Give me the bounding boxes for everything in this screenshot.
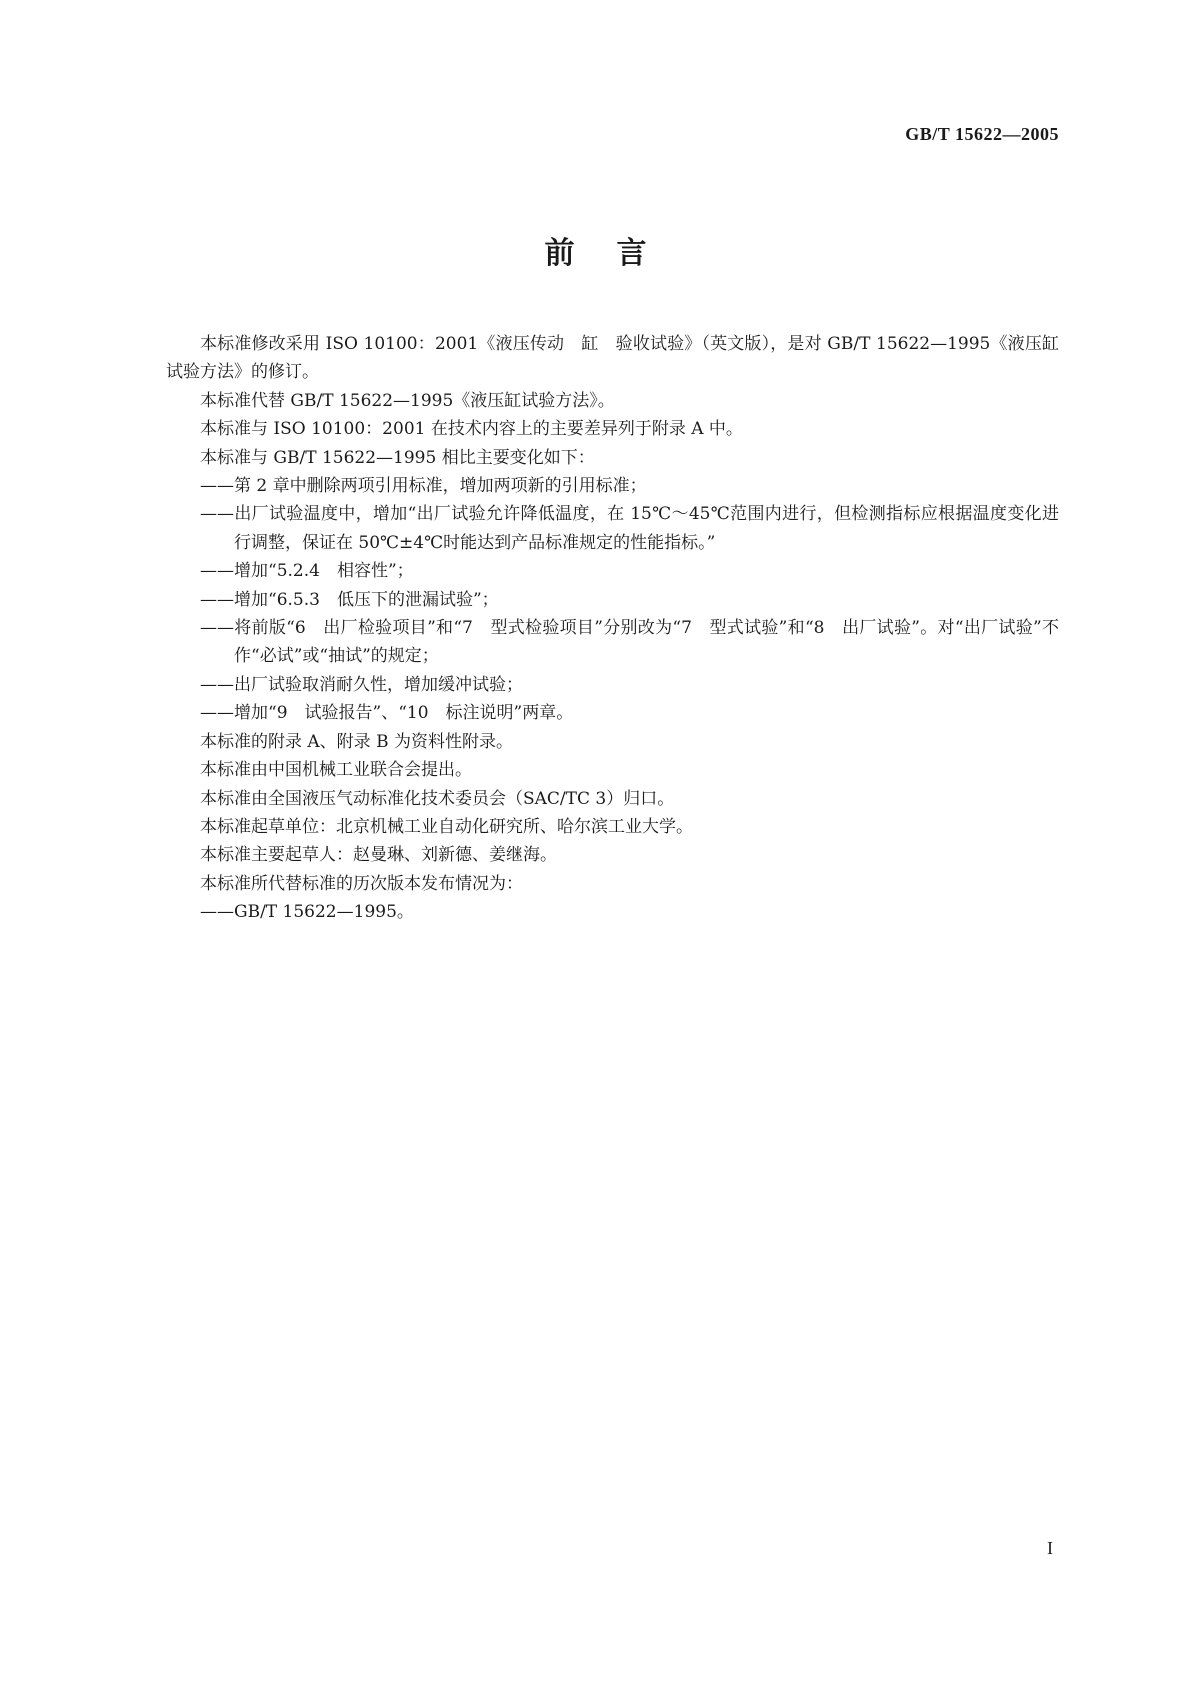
change-item: ——第 2 章中删除两项引用标准，增加两项新的引用标准；	[200, 476, 647, 497]
paragraph-changes-lead: 本标准与 GB/T 15622—1995 相比主要变化如下：	[200, 447, 595, 468]
change-item: ——出厂试验取消耐久性，增加缓冲试验；	[200, 674, 523, 695]
paragraph-drafters: 本标准主要起草人：赵曼琳、刘新德、姜继海。	[200, 845, 557, 866]
standard-number: GB/T 15622—2005	[905, 124, 1059, 144]
paragraph-drafting-units: 本标准起草单位：北京机械工业自动化研究所、哈尔滨工业大学。	[200, 816, 693, 837]
page-number: I	[1047, 1538, 1053, 1558]
paragraph-managed-by: 本标准由全国液压气动标准化技术委员会（SAC/TC 3）归口。	[200, 788, 675, 809]
change-item: ——将前版“6 出厂检验项目”和“7 型式检验项目”分别改为“7 型式试验”和“8 出厂试验”。对“出厂试验”不作“必试”或“抽试”的规定；	[200, 618, 1059, 667]
page-title: 前言	[544, 236, 689, 271]
paragraph-history-lead: 本标准所代替标准的历次版本发布情况为：	[200, 873, 523, 894]
change-item: ——增加“9 试验报告”、“10 标注说明”两章。	[200, 703, 574, 724]
history-item: ——GB/T 15622—1995。	[200, 902, 414, 923]
paragraph-replaces: 本标准代替 GB/T 15622—1995《液压缸试验方法》。	[200, 390, 615, 411]
change-item: ——增加“5.2.4 相容性”；	[200, 561, 414, 582]
foreword-body	[166, 330, 1059, 927]
change-item: ——出厂试验温度中，增加“出厂试验允许降低温度，在 15℃～45℃范围内进行，但检测指标应根据温度变化进行调整，保证在 50℃±4℃时能达到产品标准规定的性能指标。”	[200, 504, 1059, 553]
paragraph-intro: 本标准修改采用 ISO 10100：2001《液压传动 缸 验收试验》（英文版），是对 GB/T 15622—1995《液压缸试验方法》的修订。	[166, 334, 1059, 383]
paragraph-annexes: 本标准的附录 A、附录 B 为资料性附录。	[200, 731, 513, 752]
paragraph-proposed-by: 本标准由中国机械工业联合会提出。	[200, 760, 472, 781]
paragraph-differences: 本标准与 ISO 10100：2001 在技术内容上的主要差异列于附录 A 中。	[200, 419, 743, 440]
change-item: ——增加“6.5.3 低压下的泄漏试验”；	[200, 589, 499, 610]
